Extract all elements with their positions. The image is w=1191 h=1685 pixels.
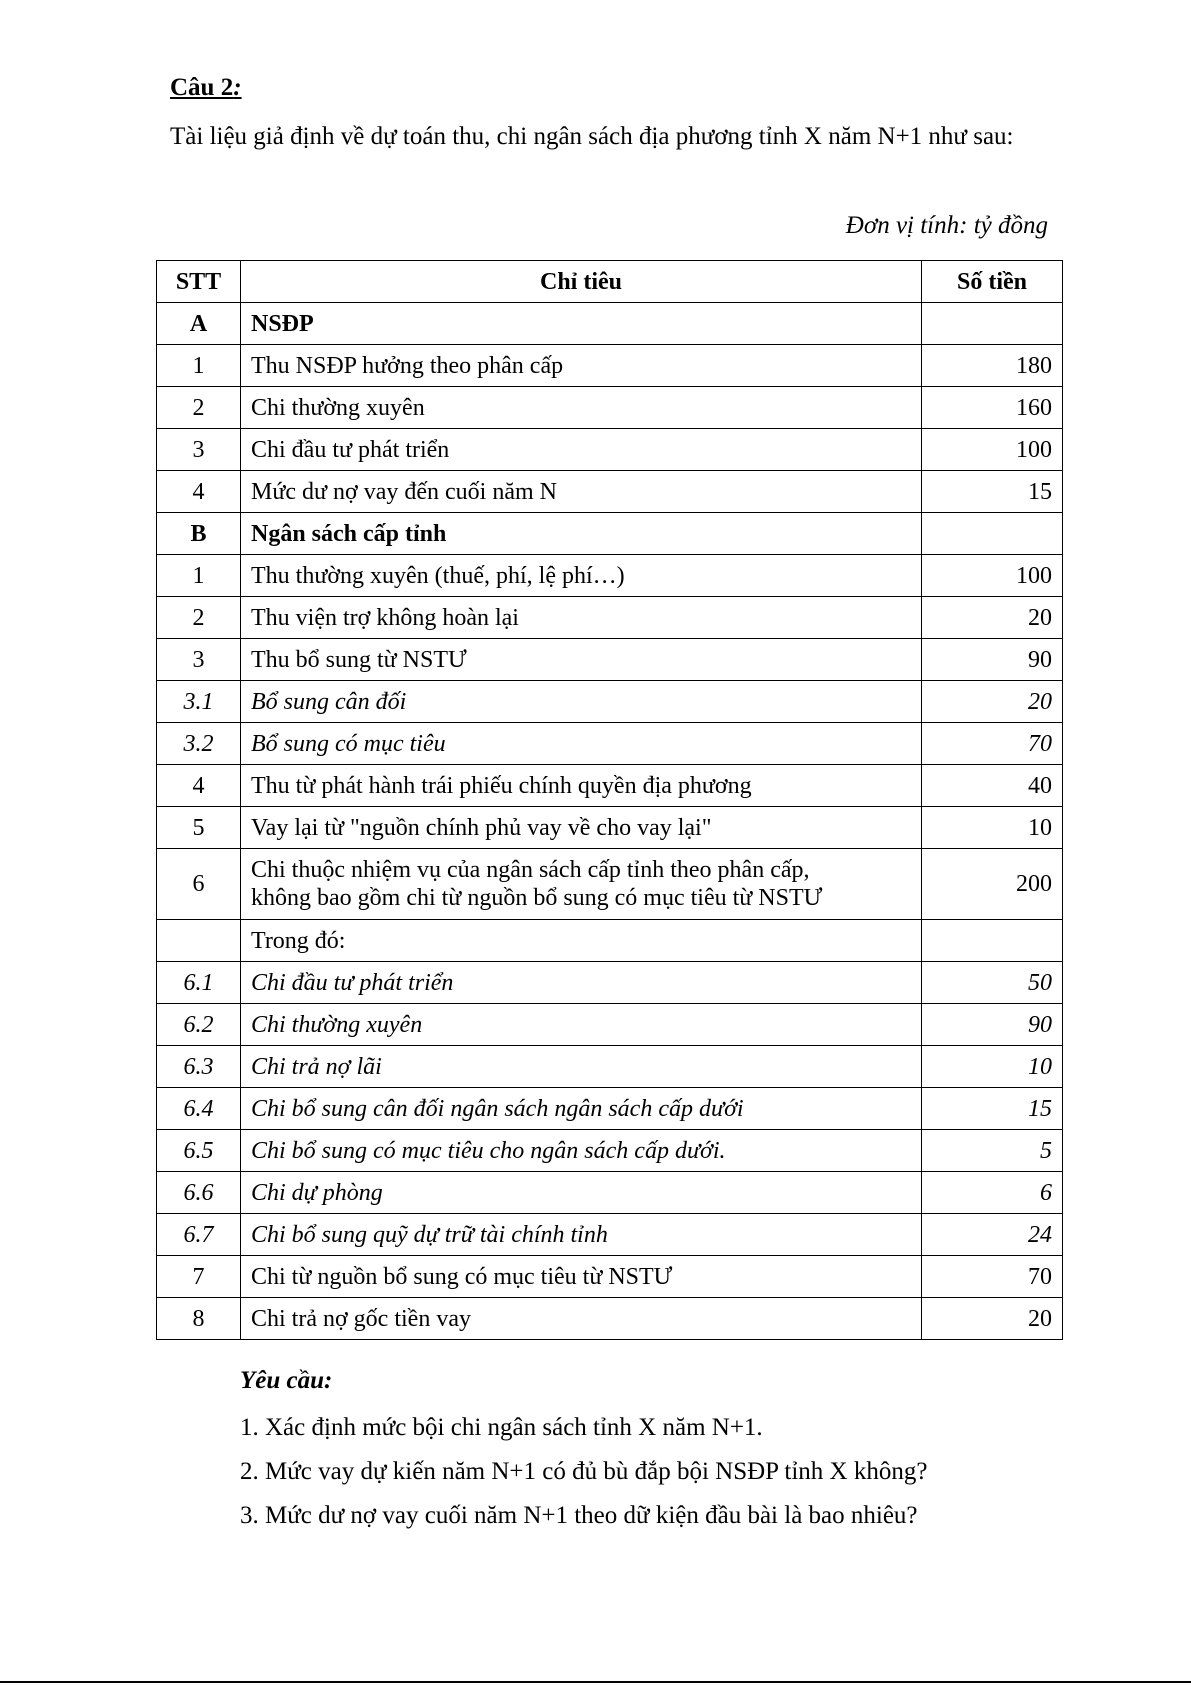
row-amount: 100: [922, 429, 1063, 471]
row-stt: 6.7: [157, 1214, 241, 1256]
row-item: Thu viện trợ không hoàn lại: [241, 597, 922, 639]
row-item: Chi thuộc nhiệm vụ của ngân sách cấp tỉnh theo phân cấp, không bao gồm chi từ nguồn bổ sung có mục tiêu từ NSTƯ: [241, 849, 922, 920]
requirement-item-2: 2. Mức vay dự kiến năm N+1 có đủ bù đắp bội NSĐP tỉnh X không?: [240, 1458, 928, 1485]
row-stt: B: [157, 513, 241, 555]
table-row: [157, 513, 1063, 555]
row-amount: 10: [922, 1046, 1063, 1088]
row-item: Mức dư nợ vay đến cuối năm N: [241, 471, 922, 513]
row-item: Vay lại từ "nguồn chính phủ vay về cho vay lại": [241, 807, 922, 849]
question-colon: :: [233, 74, 242, 101]
row-item: NSĐP: [241, 303, 922, 345]
row-stt: 1: [157, 555, 241, 597]
row-amount: [922, 920, 1063, 962]
table-row: [157, 1004, 1063, 1046]
row-stt: 6.6: [157, 1172, 241, 1214]
question-intro: Tài liệu giả định về dự toán thu, chi ngân sách địa phương tỉnh X năm N+1 như sau:: [170, 123, 1014, 150]
row-amount: 70: [922, 723, 1063, 765]
row-stt: 4: [157, 765, 241, 807]
row-stt: 3.2: [157, 723, 241, 765]
row-item: Thu từ phát hành trái phiếu chính quyền địa phương: [241, 765, 922, 807]
requirement-item-3: 3. Mức dư nợ vay cuối năm N+1 theo dữ kiện đầu bài là bao nhiêu?: [240, 1502, 918, 1529]
row-amount: 20: [922, 597, 1063, 639]
table-row: [157, 387, 1063, 429]
row-item: Ngân sách cấp tỉnh: [241, 513, 922, 555]
row-amount: 100: [922, 555, 1063, 597]
table-row: [157, 1256, 1063, 1298]
row-amount: 50: [922, 962, 1063, 1004]
row-item: Bổ sung có mục tiêu: [241, 723, 922, 765]
row-amount: 90: [922, 1004, 1063, 1046]
row-stt: 5: [157, 807, 241, 849]
row-item: Thu NSĐP hưởng theo phân cấp: [241, 345, 922, 387]
table-row: [157, 345, 1063, 387]
unit-note: Đơn vị tính: tỷ đồng: [845, 212, 1048, 239]
row-amount: 5: [922, 1130, 1063, 1172]
table-row: [157, 639, 1063, 681]
table-row: [157, 1298, 1063, 1340]
row-stt: 6.3: [157, 1046, 241, 1088]
row-stt: 8: [157, 1298, 241, 1340]
requirements-title: Yêu cầu:: [240, 1367, 333, 1394]
table-row: [157, 1088, 1063, 1130]
row-item: Chi trả nợ gốc tiền vay: [241, 1298, 922, 1340]
row-stt: 6.1: [157, 962, 241, 1004]
row-amount: 70: [922, 1256, 1063, 1298]
row-item: Chi bổ sung cân đối ngân sách ngân sách cấp dưới: [241, 1088, 922, 1130]
row-stt: 6.5: [157, 1130, 241, 1172]
row-item: Chi trả nợ lãi: [241, 1046, 922, 1088]
row-item: Bổ sung cân đối: [241, 681, 922, 723]
row-stt: [157, 920, 241, 962]
footer-rule: [0, 1681, 1191, 1683]
row-amount: [922, 513, 1063, 555]
row-stt: 2: [157, 597, 241, 639]
budget-table: [156, 260, 1063, 1340]
row-stt: 4: [157, 471, 241, 513]
row-stt: 6: [157, 849, 241, 920]
row-stt: 1: [157, 345, 241, 387]
row-amount: 40: [922, 765, 1063, 807]
table-row: [157, 681, 1063, 723]
row-amount: 180: [922, 345, 1063, 387]
table-row: [157, 471, 1063, 513]
row-amount: 15: [922, 1088, 1063, 1130]
row-amount: 24: [922, 1214, 1063, 1256]
row-amount: 6: [922, 1172, 1063, 1214]
requirement-item-1: 1. Xác định mức bội chi ngân sách tỉnh X năm N+1.: [240, 1414, 763, 1441]
row-stt: 3: [157, 429, 241, 471]
table-row: [157, 807, 1063, 849]
row-item: Chi đầu tư phát triển: [241, 962, 922, 1004]
row-amount: 15: [922, 471, 1063, 513]
row-stt: 7: [157, 1256, 241, 1298]
row-item: Thu thường xuyên (thuế, phí, lệ phí…): [241, 555, 922, 597]
row-item: Chi thường xuyên: [241, 1004, 922, 1046]
row-item: Chi bổ sung có mục tiêu cho ngân sách cấp dưới.: [241, 1130, 922, 1172]
row-stt: A: [157, 303, 241, 345]
table-row: [157, 1130, 1063, 1172]
row-amount: [922, 303, 1063, 345]
header-item: Chỉ tiêu: [241, 261, 922, 303]
row-item: Chi đầu tư phát triển: [241, 429, 922, 471]
row-amount: 10: [922, 807, 1063, 849]
table-row: [157, 765, 1063, 807]
row-item: Thu bổ sung từ NSTƯ: [241, 639, 922, 681]
row-stt: 6.4: [157, 1088, 241, 1130]
requirements: [240, 1366, 1100, 1538]
row-amount: 200: [922, 849, 1063, 920]
table-row: [157, 1046, 1063, 1088]
table-row: [157, 597, 1063, 639]
row-stt: 6.2: [157, 1004, 241, 1046]
header-stt: STT: [157, 261, 241, 303]
table-body: [157, 303, 1063, 1340]
table-row: [157, 920, 1063, 962]
row-amount: 20: [922, 1298, 1063, 1340]
row-amount: 20: [922, 681, 1063, 723]
table-row: [157, 1214, 1063, 1256]
table-row: [157, 1172, 1063, 1214]
row-item: Chi bổ sung quỹ dự trữ tài chính tỉnh: [241, 1214, 922, 1256]
table-header-row: [157, 261, 1063, 303]
row-item: Trong đó:: [241, 920, 922, 962]
question-title: [170, 72, 242, 104]
row-stt: 3: [157, 639, 241, 681]
table-row: [157, 723, 1063, 765]
row-item: Chi từ nguồn bổ sung có mục tiêu từ NSTƯ: [241, 1256, 922, 1298]
row-amount: 160: [922, 387, 1063, 429]
row-stt: 2: [157, 387, 241, 429]
question-number: Câu 2: [170, 74, 234, 101]
row-stt: 3.1: [157, 681, 241, 723]
table-row: [157, 303, 1063, 345]
table-row: [157, 849, 1063, 920]
row-item: Chi thường xuyên: [241, 387, 922, 429]
table-row: [157, 429, 1063, 471]
table-row: [157, 555, 1063, 597]
row-item: Chi dự phòng: [241, 1172, 922, 1214]
row-amount: 90: [922, 639, 1063, 681]
table-row: [157, 962, 1063, 1004]
header-amount: Số tiền: [922, 261, 1063, 303]
